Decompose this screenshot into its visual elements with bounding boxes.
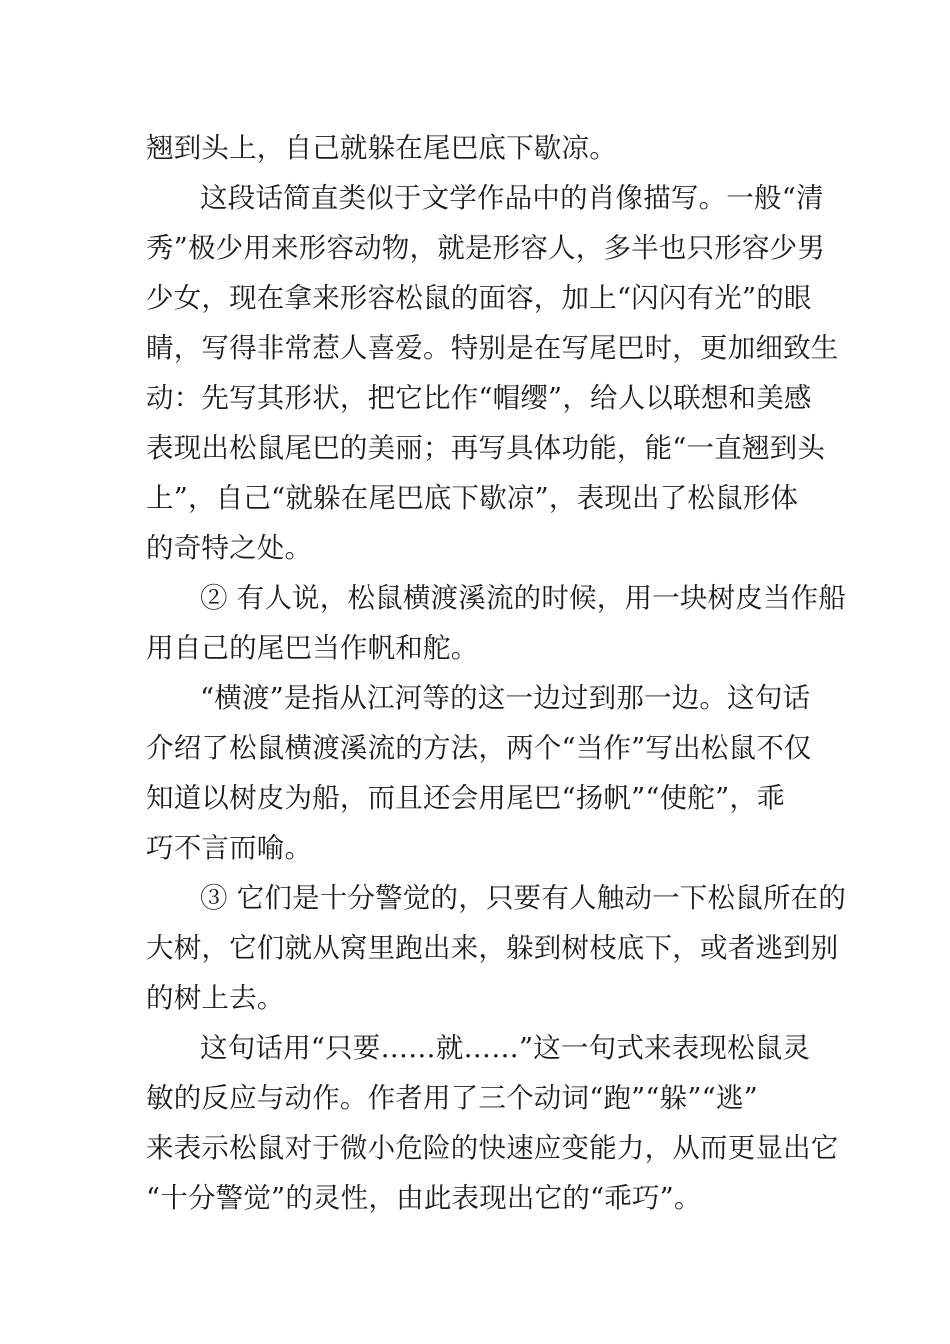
text-line: “十分警觉”的灵性，由此表现出它的“乖巧”。	[146, 1182, 702, 1214]
text-line: ③ 它们是十分警觉的，只要有人触动一下松鼠所在的	[200, 882, 847, 914]
text-line: 用自己的尾巴当作帆和舵。	[146, 632, 479, 664]
text-line: 的奇特之处。	[146, 532, 313, 564]
text-line: 动：先写其形状，把它比作“帽缨”，给人以联想和美感	[146, 382, 812, 414]
text-line: 秀”极少用来形容动物，就是形容人，多半也只形容少男	[146, 232, 826, 264]
text-line: 的树上去。	[146, 982, 285, 1014]
text-line: 来表示松鼠对于微小危险的快速应变能力，从而更显出它	[146, 1132, 839, 1164]
text-line: 上”，自己“就躲在尾巴底下歇凉”，表现出了松鼠形体	[146, 482, 799, 514]
text-line: 表现出松鼠尾巴的美丽；再写具体功能，能“一直翘到头	[146, 432, 826, 464]
text-line: 巧不言而喻。	[146, 832, 313, 864]
text-line: 这段话简直类似于文学作品中的肖像描写。一般“清	[200, 182, 824, 214]
text-line: 大树，它们就从窝里跑出来，躲到树枝底下，或者逃到别	[146, 932, 839, 964]
text-line: ② 有人说，松鼠横渡溪流的时候，用一块树皮当作船	[200, 582, 847, 614]
text-line: 翘到头上，自己就躲在尾巴底下歇凉。	[146, 132, 617, 164]
text-line: 这句话用“只要……就……”这一句式来表现松鼠灵	[200, 1032, 811, 1064]
text-line: “横渡”是指从江河等的这一边过到那一边。这句话	[200, 682, 811, 714]
text-line: 少女，现在拿来形容松鼠的面容，加上“闪闪有光”的眼	[146, 282, 812, 314]
text-line: 敏的反应与动作。作者用了三个动词“跑”“躲”“逃”	[146, 1082, 758, 1114]
text-line: 睛，写得非常惹人喜爱。特别是在写尾巴时，更加细致生	[146, 332, 839, 364]
text-line: 知道以树皮为船，而且还会用尾巴“扬帆”“使舵”，乖	[146, 782, 785, 814]
text-line: 介绍了松鼠横渡溪流的方法，两个“当作”写出松鼠不仅	[146, 732, 812, 764]
